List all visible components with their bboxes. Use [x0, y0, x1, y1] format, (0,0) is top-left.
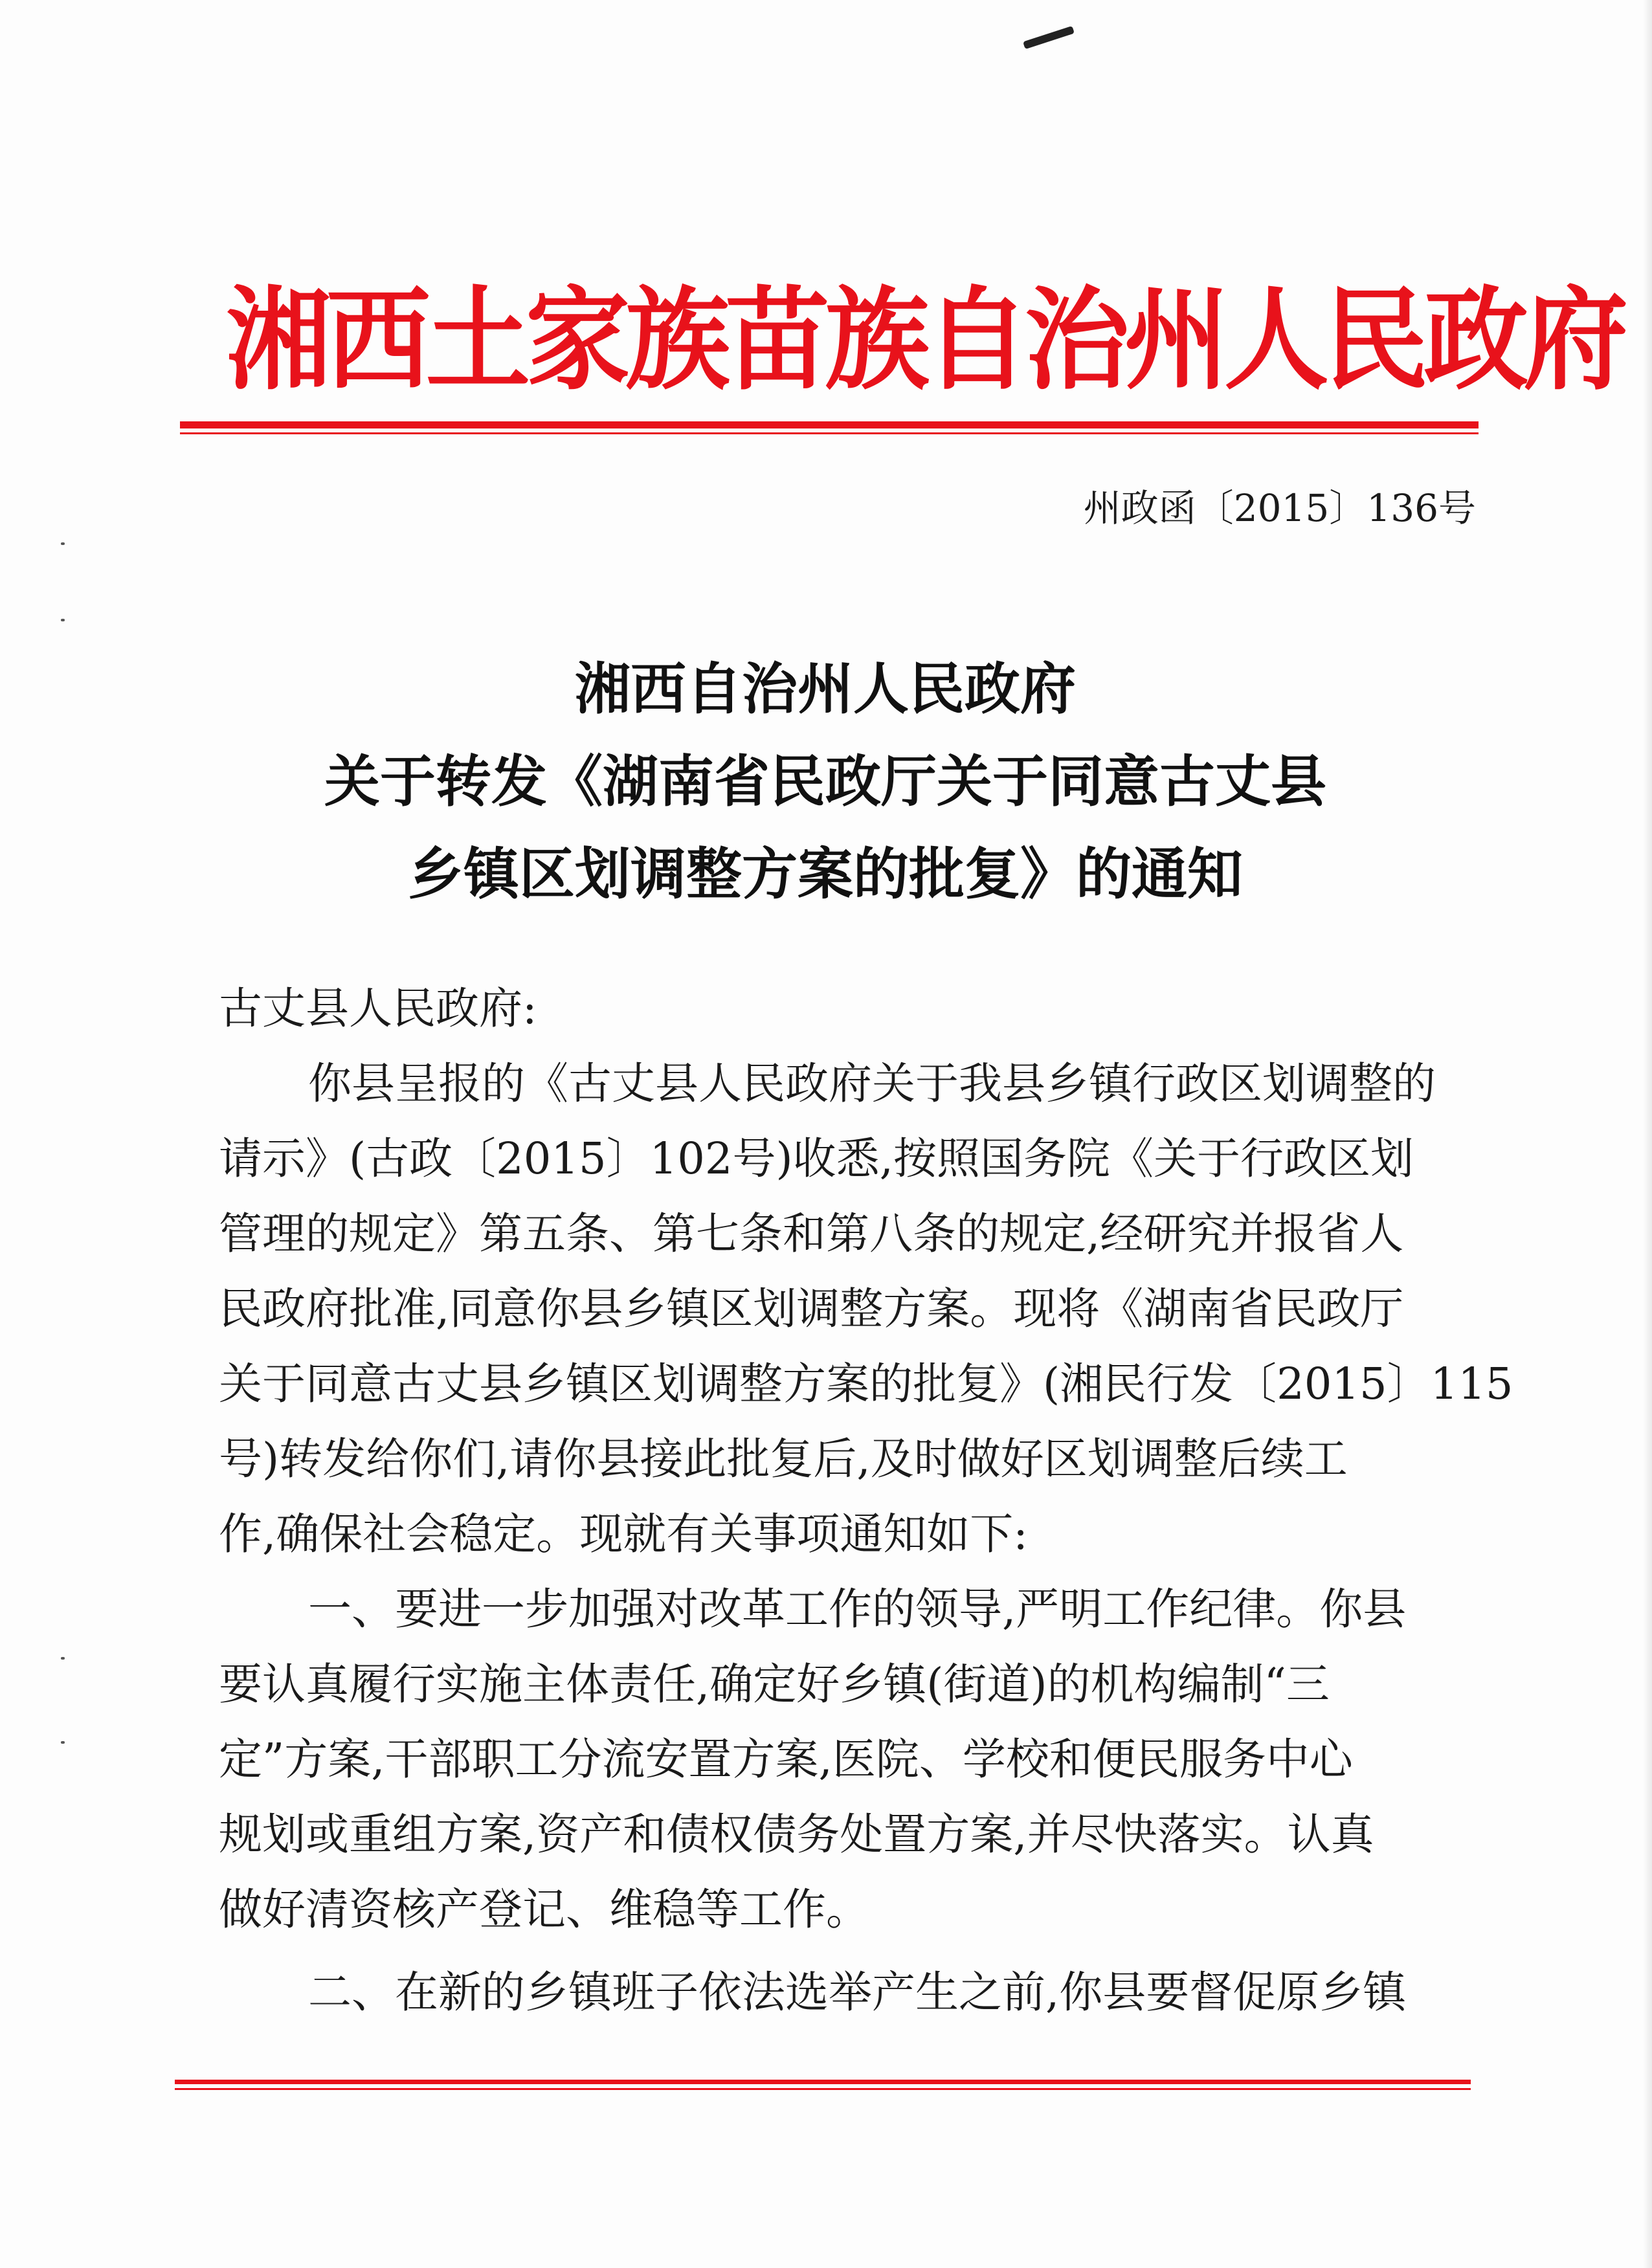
footer-separator-red-line [175, 2080, 1471, 2084]
scan-pen-mark [1023, 26, 1075, 49]
body-line: 规划或重组方案,资产和债权债务处置方案,并尽快落实。认真 [219, 1809, 1374, 1860]
scan-dot [61, 1657, 65, 1660]
scan-dot [61, 542, 65, 545]
masthead-separator-thin-red-line [180, 432, 1479, 434]
body-line: 你县呈报的《古丈县人民政府关于我县乡镇行政区划调整的 [308, 1058, 1436, 1109]
masthead-separator-red-line [180, 421, 1479, 428]
document-number: 州政函〔2015〕136号 [1083, 486, 1476, 530]
body-line: 请示》(古政〔2015〕102号)收悉,按照国务院《关于行政区划 [219, 1133, 1414, 1184]
body-line: 二、在新的乡镇班子依法选举产生之前,你县要督促原乡镇 [308, 1967, 1407, 2018]
body-line: 要认真履行实施主体责任,确定好乡镇(街道)的机构编制“三 [219, 1659, 1330, 1709]
body-line: 关于同意古丈县乡镇区划调整方案的批复》(湘民行发〔2015〕115 [219, 1359, 1513, 1409]
body-line: 号)转发给你们,请你县接此批复后,及时做好区划调整后续工 [219, 1434, 1348, 1484]
body-line: 管理的规定》第五条、第七条和第八条的规定,经研究并报省人 [219, 1208, 1404, 1259]
body-line: 一、要进一步加强对改革工作的领导,严明工作纪律。你县 [308, 1584, 1407, 1634]
body-line: 作,确保社会稳定。现就有关事项通知如下: [219, 1509, 1028, 1559]
footer-separator-thin-red-line [175, 2088, 1471, 2090]
scan-shadow-edge [1643, 0, 1652, 2268]
document-title-line-3: 乡镇区划调整方案的批复》的通知 [408, 841, 1243, 907]
body-line: 定”方案,干部职工分流安置方案,医院、学校和便民服务中心 [219, 1734, 1353, 1784]
scan-dot [61, 619, 65, 621]
body-line: 民政府批准,同意你县乡镇区划调整方案。现将《湖南省民政厅 [219, 1284, 1404, 1334]
body-line: 做好清资核产登记、维稳等工作。 [219, 1884, 869, 1935]
scan-dot [61, 1741, 65, 1744]
document-title-line-2: 关于转发《湖南省民政厅关于同意古丈县 [324, 749, 1326, 814]
document-title-line-1: 湘西自治州人民政府 [575, 656, 1076, 722]
salutation: 古丈县人民政府: [219, 983, 537, 1034]
issuer-masthead: 湘西土家族苗族自治州人民政府 [226, 274, 1624, 405]
